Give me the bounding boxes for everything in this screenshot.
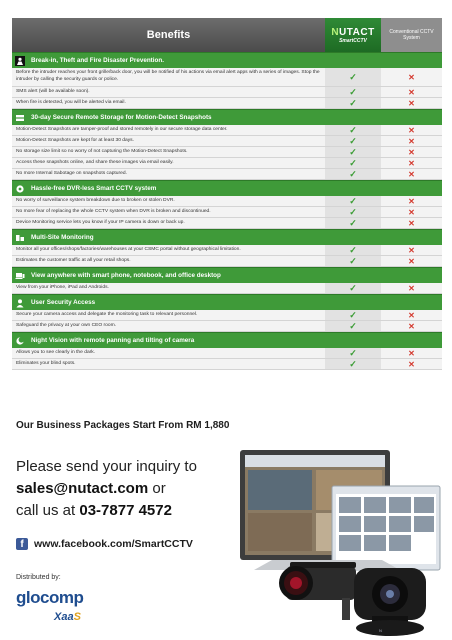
check-icon: ✓: [349, 157, 357, 168]
conventional-header: Conventional CCTV System: [381, 18, 442, 52]
benefit-text: No storage size limit so no worry of not capturing the Motion-Detect Snapshots.: [12, 147, 325, 157]
benefit-text: Motion-Detect Snapshots are tamper-proof and stored remotely in our secure storage data center.: [12, 125, 325, 135]
check-icon: ✓: [349, 195, 357, 206]
check-icon: ✓: [349, 206, 357, 217]
cross-icon: ✕: [408, 256, 415, 266]
benefit-text: Secure your camera access and delegate the monitoring task to relevant personnel.: [12, 310, 325, 320]
storage-icon: [15, 113, 25, 123]
section-title: Multi-Site Monitoring: [31, 234, 94, 241]
glocomp-logo: glocomp: [16, 588, 84, 607]
benefit-text: No more fear of replacing the whole CCTV system when DVR is broken and discontinued.: [12, 207, 325, 217]
benefit-text: View from your iPhone, iPad and Androids.: [12, 283, 325, 293]
table-row: [12, 348, 442, 359]
benefit-text: Motion-Detect Snapshots are kept for at least 30 days.: [12, 136, 325, 146]
smartcctv-label: SmartCCTV: [339, 37, 367, 44]
section-title: Hassle-free DVR-less Smart CCTV system: [31, 185, 157, 192]
inquiry-email-line: sales@nutact.com or: [16, 480, 166, 497]
product-illustration: [232, 448, 446, 638]
burglar-icon: [15, 56, 25, 66]
benefit-text: When fire is detected, you will be alerted via email.: [12, 98, 325, 108]
check-icon: ✓: [349, 244, 357, 255]
check-icon: ✓: [349, 217, 357, 228]
benefit-text: Access these snapshots online, and share these images via email easily.: [12, 158, 325, 168]
section-header: [12, 52, 442, 68]
cross-icon: ✕: [408, 196, 415, 206]
cross-icon: ✕: [408, 245, 415, 255]
section-title: Break-in, Theft and Fire Disaster Prevention.: [31, 57, 164, 64]
check-icon: ✓: [349, 282, 357, 293]
benefit-text: Allows you to see clearly in the dark.: [12, 348, 325, 358]
xaas-logo: XaaS: [54, 611, 81, 623]
table-row: [12, 98, 442, 109]
section-header: [12, 294, 442, 310]
facebook-link[interactable]: [16, 538, 193, 550]
table-row: [12, 321, 442, 332]
check-icon: ✓: [349, 320, 357, 331]
section-header: [12, 229, 442, 245]
table-row: [12, 218, 442, 229]
benefit-text: No more Internal Sabotage on snapshots captured.: [12, 169, 325, 179]
table-row: [12, 256, 442, 267]
gear-icon: [15, 184, 25, 194]
comparison-table: [12, 18, 442, 370]
cross-icon: ✕: [408, 147, 415, 157]
facebook-url: www.facebook.com/SmartCCTV: [34, 538, 193, 550]
check-icon: ✓: [349, 146, 357, 157]
cross-icon: ✕: [408, 218, 415, 228]
cross-icon: ✕: [408, 283, 415, 293]
table-body: [12, 52, 442, 370]
cross-icon: ✕: [408, 321, 415, 331]
check-icon: ✓: [349, 347, 357, 358]
check-icon: ✓: [349, 135, 357, 146]
check-icon: ✓: [349, 124, 357, 135]
benefit-text: SMS alert (will be available soon).: [12, 87, 325, 97]
inquiry-phone-line: call us at 03-7877 4572: [16, 502, 172, 519]
table-row: [12, 147, 442, 158]
section-title: 30-day Secure Remote Storage for Motion-Detect Snapshots: [31, 114, 212, 121]
table-row: [12, 196, 442, 207]
check-icon: ✓: [349, 309, 357, 320]
check-icon: ✓: [349, 86, 357, 97]
email-link[interactable]: sales@nutact.com: [16, 480, 149, 497]
benefits-header: Benefits: [12, 18, 325, 52]
benefit-text: Monitor all your offices/shops/factories/warehouses at your CSMC portal without geographical limitation.: [12, 245, 325, 255]
cross-icon: ✕: [408, 98, 415, 108]
table-row: [12, 136, 442, 147]
table-row: [12, 158, 442, 169]
cross-icon: ✕: [408, 158, 415, 168]
sites-icon: [15, 233, 25, 243]
packages-headline: Our Business Packages Start From RM 1,880: [16, 420, 230, 431]
pan-tilt-camera: [354, 568, 426, 636]
cross-icon: ✕: [408, 359, 415, 369]
table-header: [12, 18, 442, 52]
table-row: [12, 87, 442, 98]
benefit-text: No worry of surveillance system breakdown due to broken or stolen DVR.: [12, 196, 325, 206]
cross-icon: ✕: [408, 310, 415, 320]
cross-icon: ✕: [408, 136, 415, 146]
phone-number[interactable]: 03-7877 4572: [79, 502, 172, 519]
table-row: [12, 359, 442, 370]
nutact-logo: NUTACT: [331, 26, 375, 38]
table-row: [12, 125, 442, 136]
table-row: [12, 68, 442, 87]
section-title: View anywhere with smart phone, notebook, and office desktop: [31, 272, 221, 279]
svg-text:N: N: [379, 628, 382, 633]
cross-icon: ✕: [408, 87, 415, 97]
screen-montage: [240, 450, 440, 570]
table-row: [12, 169, 442, 180]
facebook-icon: f: [16, 538, 28, 550]
section-header: [12, 180, 442, 196]
cross-icon: ✕: [408, 169, 415, 179]
table-row: [12, 245, 442, 256]
section-header: [12, 332, 442, 348]
check-icon: ✓: [349, 358, 357, 369]
section-header: [12, 267, 442, 283]
inquiry-line: Please send your inquiry to: [16, 458, 197, 475]
check-icon: ✓: [349, 71, 357, 82]
cross-icon: ✕: [408, 125, 415, 135]
devices-icon: [15, 271, 25, 281]
table-row: [12, 310, 442, 321]
cross-icon: ✕: [408, 348, 415, 358]
distributed-by-label: Distributed by:: [16, 574, 61, 581]
bullet-camera: [279, 562, 356, 620]
cross-icon: ✕: [408, 207, 415, 217]
benefit-text: Before the intruder reaches your front grille/back door, you will be notified of his actions via email alert apps with a series of images. Stop the intruder by calling the security guards or police.: [12, 68, 325, 86]
nutact-header: [325, 18, 381, 52]
section-title: User Security Access: [31, 299, 96, 306]
night-vision-icon: [15, 336, 25, 346]
section-header: [12, 109, 442, 125]
check-icon: ✓: [349, 97, 357, 108]
check-icon: ✓: [349, 255, 357, 266]
table-row: [12, 283, 442, 294]
table-row: [12, 207, 442, 218]
benefit-text: Eliminates your blind spots.: [12, 359, 325, 369]
benefit-text: Safeguard the privacy at your own CEO room.: [12, 321, 325, 331]
cross-icon: ✕: [408, 72, 415, 82]
benefit-text: Estimates the customer traffic at all your retail shops.: [12, 256, 325, 266]
user-icon: [15, 298, 25, 308]
section-title: Night Vision with remote panning and tilting of camera: [31, 337, 195, 344]
benefit-text: Device Monitoring service lets you know if your IP camera is down or back up.: [12, 218, 325, 228]
check-icon: ✓: [349, 168, 357, 179]
